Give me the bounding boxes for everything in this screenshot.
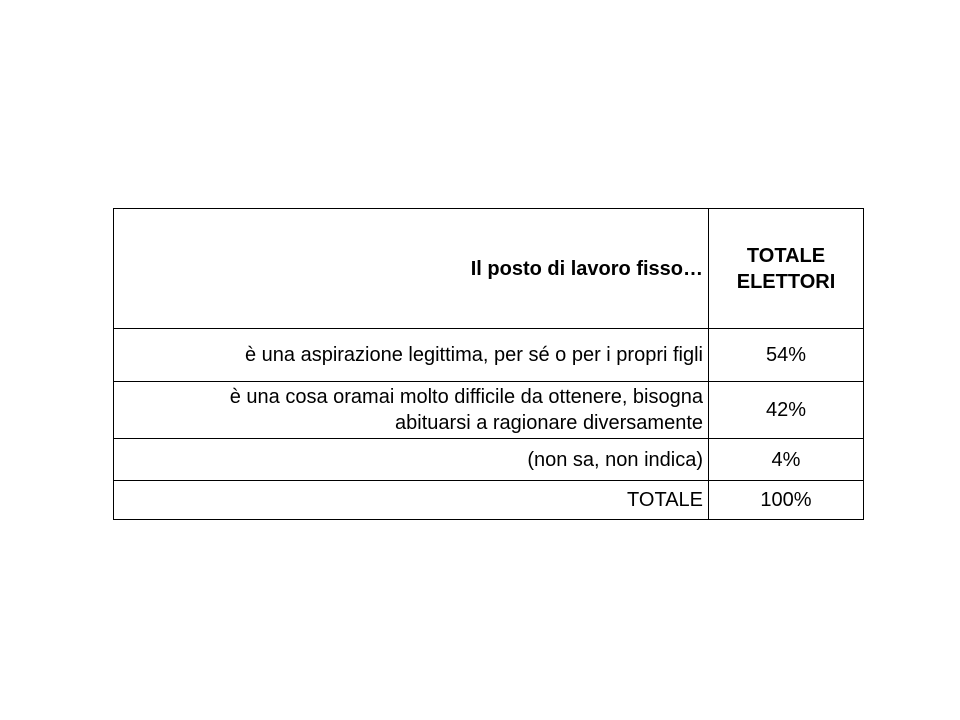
row-label-line: è una cosa oramai molto difficile da ottenere, bisogna bbox=[229, 386, 703, 408]
row-value-cell: 54% bbox=[709, 329, 864, 382]
table-row bbox=[114, 329, 864, 382]
row-label-line: (non sa, non indica) bbox=[527, 448, 703, 471]
header-total-line-2: ELETTORI bbox=[736, 270, 836, 293]
row-label-line: abituarsi a ragionare diversamente bbox=[395, 412, 703, 434]
survey-table bbox=[113, 208, 864, 520]
row-label-cell bbox=[114, 329, 709, 382]
header-total-cell bbox=[709, 209, 864, 329]
header-total-line-1: TOTALE bbox=[746, 244, 826, 267]
table-row bbox=[114, 439, 864, 481]
row-label-cell bbox=[114, 481, 709, 520]
table-row bbox=[114, 382, 864, 439]
row-label-cell bbox=[114, 439, 709, 481]
row-label-cell bbox=[114, 382, 709, 439]
row-value-cell: 100% bbox=[709, 481, 864, 520]
row-value-cell: 4% bbox=[709, 439, 864, 481]
table-total-row bbox=[114, 481, 864, 520]
row-value-cell: 42% bbox=[709, 382, 864, 439]
header-question-cell: Il posto di lavoro fisso… bbox=[114, 209, 709, 329]
table-header-row bbox=[114, 209, 864, 329]
row-label-line: TOTALE bbox=[627, 489, 703, 511]
row-label-line: è una aspirazione legittima, per sé o per i propri figli bbox=[244, 344, 703, 366]
